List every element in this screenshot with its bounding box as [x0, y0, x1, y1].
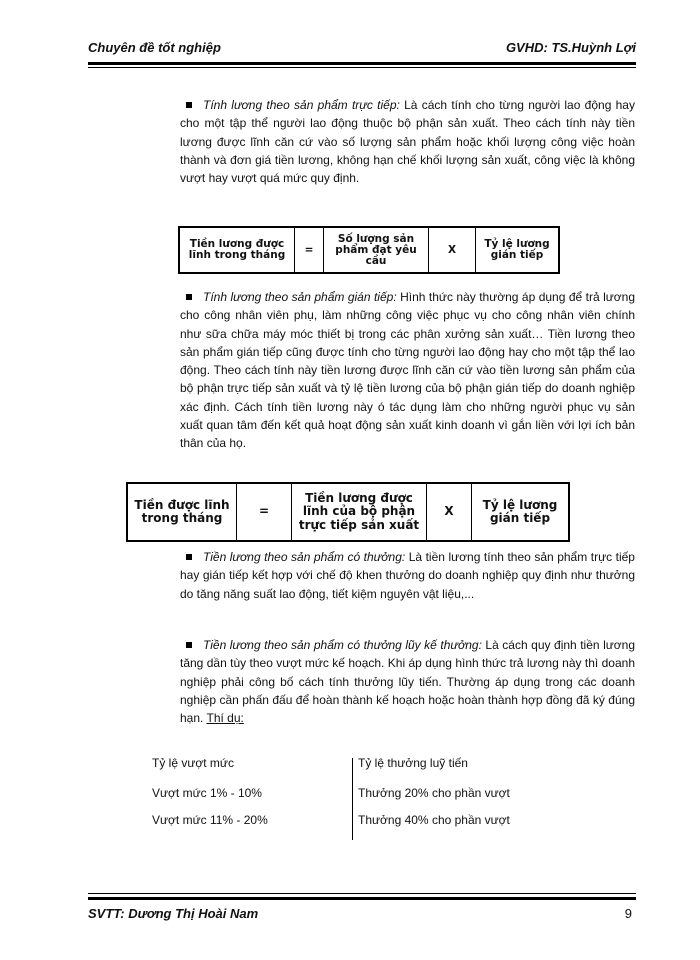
formula-direct [178, 226, 560, 274]
section-direct-product-wage [180, 96, 635, 187]
section-lead: Tính lương theo sản phẩm gián tiếp: [203, 290, 397, 304]
formula-term-c: Tỷ lệ lương gián tiếp [472, 483, 570, 541]
example-header-exceed: Tỷ lệ vượt mức [152, 756, 234, 770]
multiply-sign: X [429, 227, 476, 273]
example-bonus-value: Thưởng 20% cho phần vượt [358, 786, 510, 800]
bullet-icon [186, 554, 192, 560]
example-header-bonus: Tỷ lệ thưởng luỹ tiến [358, 756, 468, 770]
header-rule-thin [88, 67, 636, 68]
section-indirect-product-wage [180, 288, 635, 453]
page-number: 9 [624, 906, 632, 921]
equals-sign: = [237, 483, 292, 541]
footer-rule-thin [88, 893, 636, 894]
example-bonus-value: Thưởng 40% cho phần vượt [358, 813, 510, 827]
header-title: Chuyên đề tốt nghiệp [88, 40, 221, 55]
header-advisor: GVHD: TS.Huỳnh Lợi [505, 40, 636, 55]
example-exceed-value: Vượt mức 1% - 10% [152, 786, 262, 800]
section-bonus-product-wage [180, 548, 635, 603]
footer-student: SVTT: Dương Thị Hoài Nam [88, 906, 259, 921]
formula-term-c: Tỷ lệ lương gián tiếp [476, 227, 560, 273]
bullet-icon [186, 102, 192, 108]
formula-term-b: Tiền lương được lĩnh của bộ phận trực tiếp sản xuất [292, 483, 427, 541]
bullet-icon [186, 294, 192, 300]
section-lead: Tiền lương theo sản phẩm có thưởng: [203, 550, 406, 564]
example-exceed-value: Vượt mức 11% - 20% [152, 813, 268, 827]
section-lead: Tính lương theo sản phẩm trực tiếp: [203, 98, 400, 112]
page-header [88, 36, 636, 58]
header-rule-thick [88, 62, 636, 65]
section-text: Là cách tính cho từng người lao động hay cho một tập thể người lao động thuộc bộ phận sản xuất. Theo cách tính này tiền lương được lĩnh căn cứ vào số lượng sản phẩm hoặc khối lượng công việc hoàn thành và đơn giá tiền lương, không hạn chế khối lượng sản xuất, công việc là không vượt hay vượt quá mức quy định. [180, 98, 635, 186]
example-column-divider [352, 758, 353, 840]
example-label: Thí dụ: [206, 711, 244, 726]
section-text: Là tiền lương tính theo sản phẩm trực tiếp hay gián tiếp kết hợp với chế độ khen thưởng do doanh nghiệp quy định như thưởng do tăng năng suất lao động, tiết kiệm nguyên vật liệu,... [180, 550, 635, 601]
formula-term-b: Số lượng sản phẩm đạt yêu cầu [324, 227, 429, 273]
bullet-icon [186, 642, 192, 648]
equals-sign: = [295, 227, 324, 273]
footer-rule-thick [88, 897, 636, 900]
formula-term-a: Tiền lương được lĩnh trong tháng [179, 227, 295, 273]
formula-indirect [126, 482, 570, 542]
section-text: Hình thức này thường áp dụng để trả lương cho công nhân viên phụ, làm những công việc phục vụ cho công nhân viên chính như sữa chữa máy móc thiết bị trong các phân xưởng sản xuất… Tiền lương theo sản phẩm gián tiếp cũng được tính cho từng người lao động hay cho một tập thể lao động. Theo cách tính này tiền lương được lĩnh căn cứ vào tiền lương sản phẩm của bộ phận trực tiếp sản xuất và tỷ lệ tiền lương của bộ phận gián tiếp do doanh nghiệp xác định. Cách tính tiền lương này ó tác dụng làm cho những người phục vụ sản xuất quan tâm đến kết quả hoạt động sản xuất kinh doanh vì gắn liền với lợi ích bản thân của họ. [180, 290, 636, 451]
formula-term-a: Tiền được lĩnh trong tháng [127, 483, 237, 541]
multiply-sign: X [427, 483, 472, 541]
section-lead: Tiền lương theo sản phẩm có thưởng lũy kế thưởng: [203, 638, 482, 652]
section-text: Là cách quy định tiền lương tăng dần tùy theo vượt mức kế hoạch. Khi áp dụng hình thức trả lương này thì doanh nghiệp phải công bố cách tính thưởng lũy tiến. Thường áp dụng trong các doanh nghiệp cần phấn đấu để hoàn thành kế hoạch hoặc hoàn thành hợp đồng đã ký đúng hạn. [180, 638, 636, 726]
section-progressive-bonus-wage [180, 636, 635, 727]
